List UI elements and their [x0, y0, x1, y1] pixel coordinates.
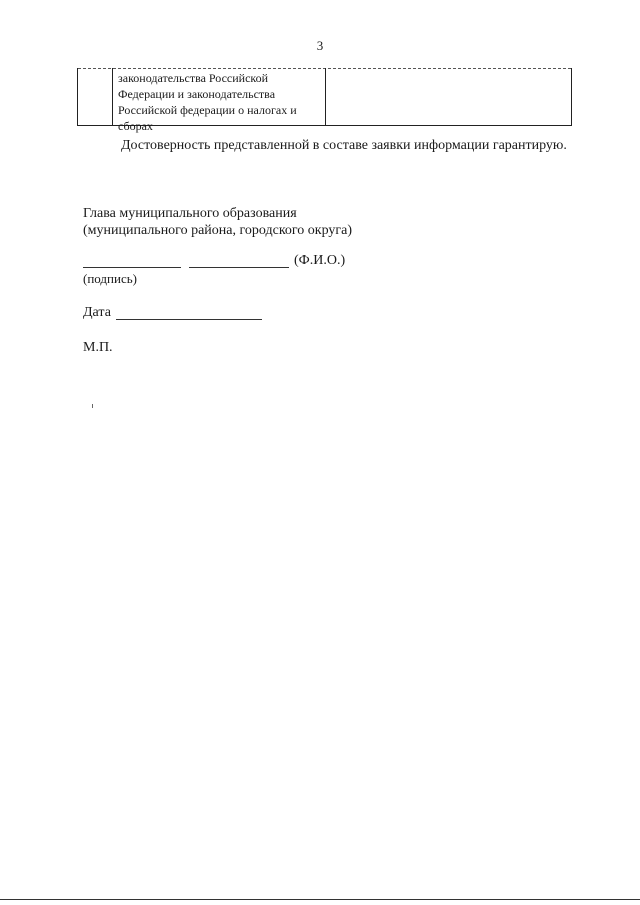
- date-row: [83, 305, 111, 321]
- scan-speck: [92, 404, 93, 408]
- head-title: [83, 205, 352, 239]
- date-label: Дата: [83, 305, 111, 320]
- name-line: [189, 267, 289, 268]
- signature-caption: (подпись): [83, 271, 137, 286]
- guarantee-statement: Достоверность представленной в составе заявки информации гарантирую.: [121, 138, 567, 153]
- bottom-rule: [0, 899, 640, 900]
- signature-line: [83, 267, 181, 268]
- date-line: [116, 319, 262, 320]
- head-title-line-1: Глава муниципального образования: [83, 206, 297, 221]
- stamp-label: М.П.: [83, 340, 113, 355]
- table-column-divider: [325, 68, 326, 125]
- head-title-line-2: (муниципального района, городского округа): [83, 223, 353, 238]
- fio-label: (Ф.И.О.): [294, 253, 346, 268]
- table-number-column: [78, 68, 113, 125]
- requirements-table-fragment: [77, 68, 572, 133]
- table-cell-text: законодательства Российской Федерации и законодательства Российской федерации о налогах и сборах: [118, 71, 297, 133]
- page-number: 3: [316, 38, 324, 53]
